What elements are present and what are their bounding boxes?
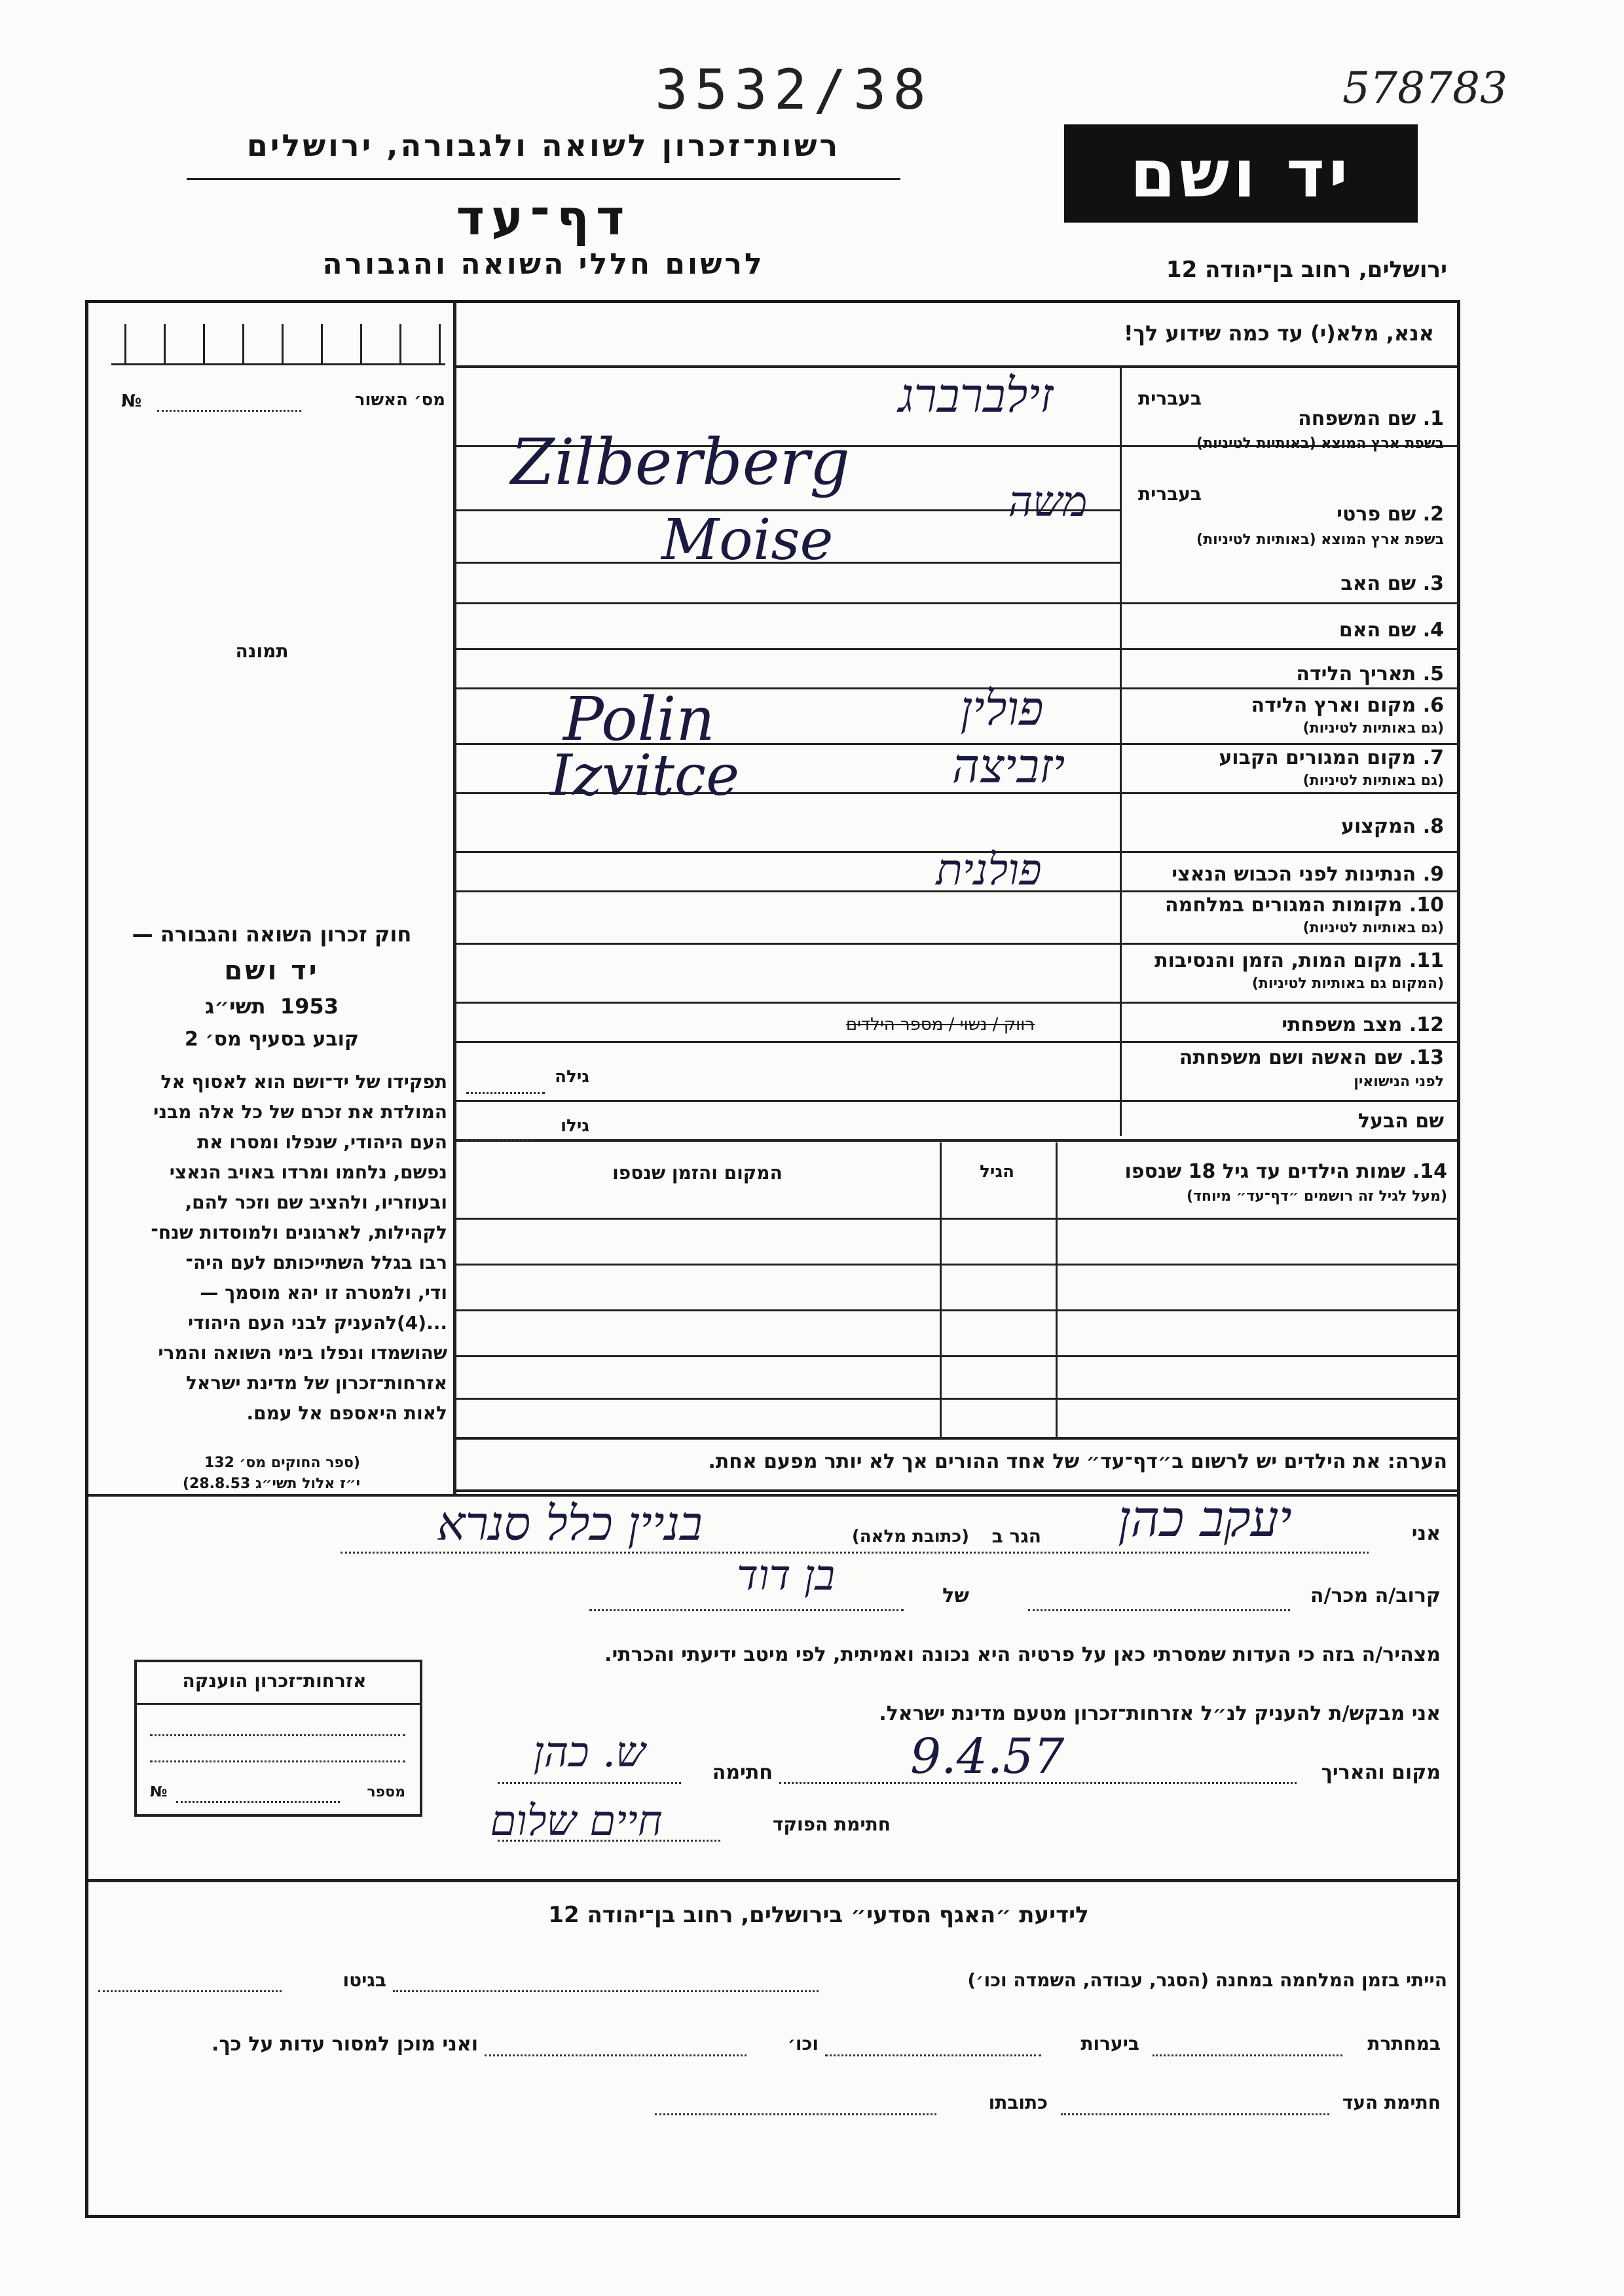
bottom-line2-a: במחתרת xyxy=(1367,2033,1441,2054)
instruction: אנא, מלא(י) עד כמה שידוע לך! xyxy=(1123,321,1434,346)
yad-vashem-logo: יד ושם xyxy=(1064,124,1418,223)
decl-name: יעקב כהן xyxy=(1118,1489,1292,1548)
bottom-title: לידיעת ״האגף הסדעי״ בירושלים, רחוב בן־יהודה 12 xyxy=(548,1902,1089,1928)
husband-age-label: גילו xyxy=(561,1116,589,1136)
law-ref1: (ספר החוקים מס׳ 132 xyxy=(204,1455,360,1471)
decl-date: 9.4.57 xyxy=(910,1728,1065,1785)
field7-label: 7. מקום המגורים הקבוע xyxy=(1219,746,1444,769)
org-title: רשות־זכרון לשואה ולגבורה, ירושלים xyxy=(246,128,841,163)
law-title: חוק זכרון השואה והגבורה — xyxy=(132,922,412,947)
bottom-line2-b: ביערות xyxy=(1080,2033,1139,2054)
decl-request: אני מבקש/ת להעניק לנ״ל אזרחות־זכרון מטעם מדינת ישראל. xyxy=(879,1702,1441,1725)
decl-relation: בן דוד xyxy=(737,1552,835,1600)
form-title: דף־עד xyxy=(456,190,631,246)
photo-label: תמונה xyxy=(235,640,289,662)
approval-label: מס׳ האשור xyxy=(354,390,445,410)
field2-value-lat: Moise xyxy=(661,507,834,573)
field7-sub: (גם באותיות לטיניות) xyxy=(1302,773,1444,789)
children-label: 14. שמות הילדים עד גיל 18 שנספו xyxy=(1124,1160,1447,1183)
children-sub: (מעל לגיל זה רושמים ״דף־עד״ מיוחד) xyxy=(1186,1188,1447,1205)
field9-value-heb: פולנית xyxy=(936,845,1042,895)
bottom-line3-b: כתובתו xyxy=(988,2092,1048,2113)
decl-signature-label: חתימה xyxy=(712,1761,773,1784)
law-clause: קובע בסעיף מס׳ 2 xyxy=(184,1028,360,1051)
field1-value-heb: זילברברג xyxy=(898,368,1054,423)
memorial-citizenship-box xyxy=(134,1660,422,1817)
field9-label: 9. הנתינות לפני הכבוש הנאצי xyxy=(1172,863,1444,886)
decl-place-date: מקום והאריך xyxy=(1321,1761,1441,1784)
stamp-number-label: מספר xyxy=(367,1784,405,1800)
field11-label: 11. מקום המות, הזמן והנסיבות xyxy=(1154,949,1444,972)
field2-lang: בעברית xyxy=(1137,483,1202,505)
decl-full-address: (כתובת מלאה) xyxy=(851,1527,969,1546)
bottom-line2-d: ואני מוכן למסור עדות על כך. xyxy=(212,2033,478,2056)
field1-sub: בשפת ארץ המוצא (באותיות לטיניות) xyxy=(1196,435,1444,452)
law-logo: יד ושם xyxy=(224,956,320,986)
field2-sub: בשפת ארץ המוצא (באותיות לטיניות) xyxy=(1196,532,1444,548)
approval-no: № xyxy=(121,392,142,411)
page-id: 578783 xyxy=(1342,63,1507,113)
note: הערה: את הילדים יש לרשום ב״דף־עד״ של אחד ההורים אך לא יותר מפעם אחת. xyxy=(708,1450,1447,1473)
form-subtitle: לרשום חללי השואה והגבורה xyxy=(322,247,765,281)
field12-label: 12. מצב משפחתי xyxy=(1282,1013,1444,1036)
field7-value-heb: יזביצה xyxy=(951,738,1065,793)
decl-address: בניין כלל סנרא xyxy=(437,1496,703,1551)
approval-ticks xyxy=(111,324,445,367)
decl-i: אני xyxy=(1411,1522,1441,1545)
field4-label: 4. שם האם xyxy=(1338,619,1444,642)
bottom-line1-end: בגיטו xyxy=(342,1969,386,1991)
file-number: 3532/38 xyxy=(655,58,933,122)
husband-label: שם הבעל xyxy=(1357,1110,1444,1133)
bottom-line1: הייתי בזמן המלחמה במחנה (הסגר, עבודה, השמדה וכו׳) xyxy=(967,1969,1447,1991)
decl-of: של xyxy=(942,1584,969,1607)
decl-declare: מצהיר/ה בזה כי העדות שמסרתי כאן על פרטיה היא נכונה ואמיתית, לפי מיטב ידיעתי והכרתי. xyxy=(604,1643,1441,1666)
field2-value-heb: משה xyxy=(1008,478,1088,526)
field6-value-lat: Polin xyxy=(563,684,715,754)
decl-officer-signature: חיים שלום xyxy=(490,1797,663,1846)
decl-relative: קרוב/ה מכר/ה xyxy=(1310,1584,1441,1607)
law-text: תפקידו של יד־ושם הוא לאסוף אל המולדת את זכרם של כל אלה מבני העם היהודי, שנפלו ומסרו את נפשם, נלחמו ומרדו באויב הנאצי ובעוזריו, ולהציב שם וזכר להם, לקהילות, לארגונים ולמוסדות שנח־ רבו בגלל השתייכותם לעם היה־ ודי, ולמטרה זו יהא מוסמך — ...(4)להעניק לבני העם היהודי שהושמדו ונפלו בימי השואה והמרי אזרחות־זכרון של מדינת ישראל לאות היאספם אל עמם. xyxy=(151,1071,447,1424)
stamp-title: אזרחות־זכרון הוענקה xyxy=(182,1670,367,1692)
field10-label: 10. מקומות המגורים במלחמה xyxy=(1165,894,1444,917)
field8-label: 8. המקצוע xyxy=(1340,815,1444,838)
field1-label: 1. שם המשפחה xyxy=(1298,407,1444,430)
field6-label: 6. מקום וארץ הלידה xyxy=(1251,694,1444,717)
field13-age-label: גילה xyxy=(555,1067,589,1087)
field1-value-lat: Zilberberg xyxy=(511,426,850,499)
address: ירושלים, רחוב בן־יהודה 12 xyxy=(1166,257,1447,283)
law-ref2: י״ז אלול תשי״ג 28.8.53) xyxy=(182,1476,360,1492)
children-col-place: המקום והזמן שנספו xyxy=(612,1162,783,1184)
field12-options: רווק / נשוי / מספר הילדים xyxy=(845,1015,1035,1034)
children-col-age: הגיל xyxy=(980,1162,1014,1182)
law-year: 1953 תשי״ג xyxy=(205,994,339,1019)
bottom-line2-c: וכו׳ xyxy=(787,2033,819,2054)
field1-lang: בעברית xyxy=(1137,388,1202,409)
decl-lives: הגר ב xyxy=(991,1525,1041,1547)
field13-sub: לפני הנישואין xyxy=(1354,1074,1444,1090)
bottom-line3-a: חתימת העד xyxy=(1342,2092,1441,2113)
field7-value-lat: Izvitce xyxy=(550,743,739,809)
field6-sub: (גם באותיות לטיניות) xyxy=(1302,720,1444,737)
field11-sub: (המקום גם באותיות לטיניות) xyxy=(1251,975,1444,992)
decl-officer-label: חתימת הפוקד xyxy=(772,1813,891,1835)
field3-label: 3. שם האב xyxy=(1340,572,1444,595)
field13-label: 13. שם האשה ושם משפחתה xyxy=(1179,1046,1444,1069)
stamp-number-sym: № xyxy=(150,1784,168,1800)
decl-signature: ש. כהן xyxy=(533,1728,646,1777)
field6-value-heb: פולין xyxy=(960,681,1044,736)
field10-sub: (גם באותיות לטיניות) xyxy=(1302,920,1444,936)
field5-label: 5. תאריך הלידה xyxy=(1296,663,1444,685)
field2-label: 2. שם פרטי xyxy=(1337,503,1444,526)
